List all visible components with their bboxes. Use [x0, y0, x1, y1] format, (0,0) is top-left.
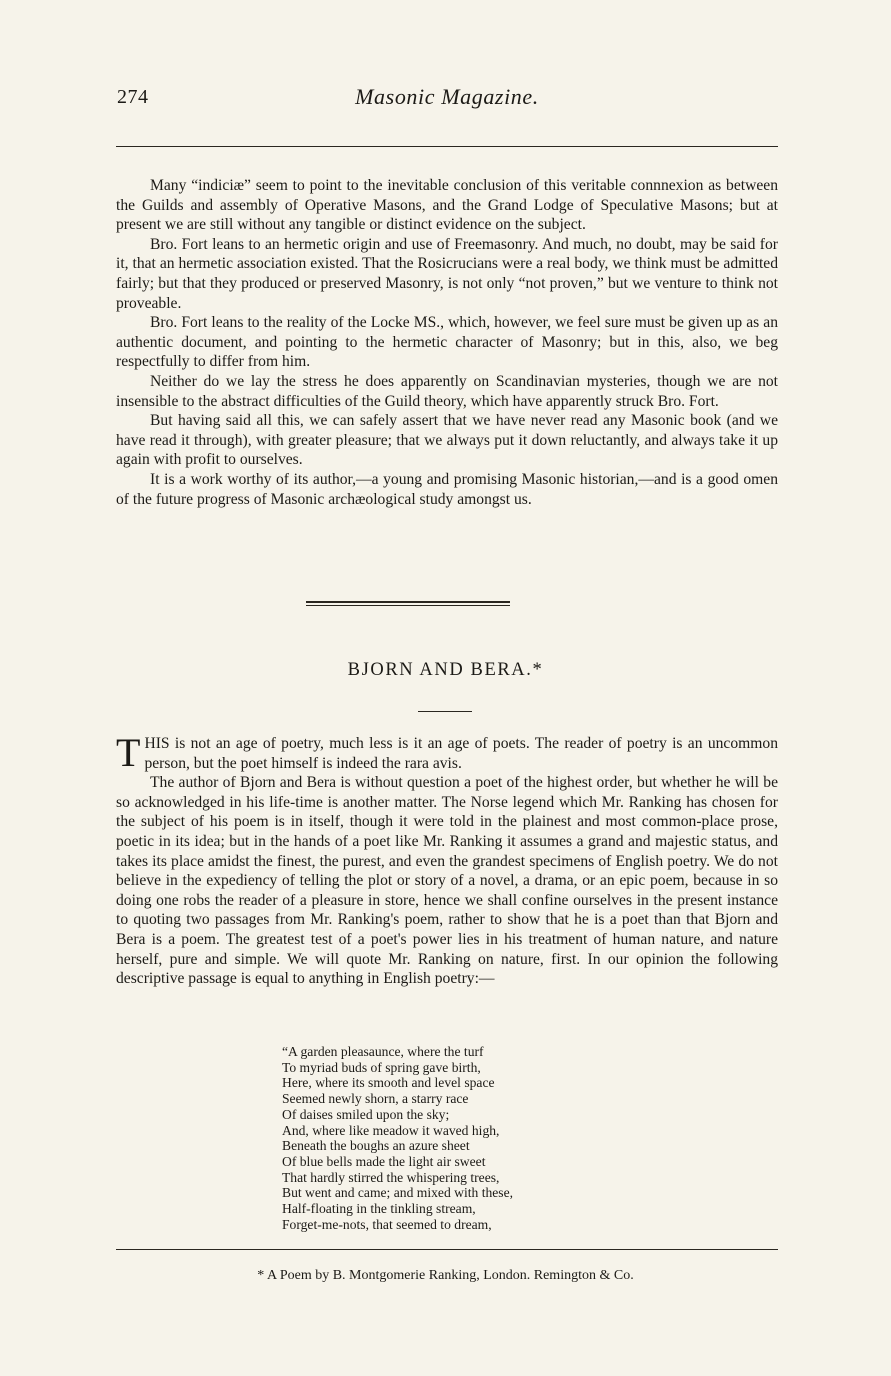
running-title: Masonic Magazine. [355, 84, 539, 109]
article-title: BJORN AND BERA.* [347, 660, 544, 680]
title-rule [418, 711, 472, 712]
poem-quote [282, 1044, 513, 1232]
poem-line: To myriad buds of spring gave birth, [282, 1059, 481, 1075]
poem-line: Half-floating in the tinkling stream, [282, 1201, 476, 1217]
paragraph: But having said all this, we can safely assert that we have never read any Masonic book (and we have read it through), with greater pleasure; that we always put it down reluctantly, and always take it up again with profit to ourselves. [116, 412, 778, 469]
section-separator [306, 601, 510, 606]
opening-paragraph [116, 730, 778, 775]
article-text [116, 730, 778, 989]
page-number: 274 [117, 86, 149, 108]
paragraph: Bro. Fort leans to an hermetic origin and use of Freemasonry. And much, no doubt, may be said for it, that an hermetic association existed. That the Rosicrucians were a real body, we think must be admitted fairly; but that they produced or preserved Masonry, is not only “not proven,” but we venture to think not proveable. [116, 235, 778, 312]
footnote-rule [116, 1249, 778, 1250]
poem-line: And, where like meadow it waved high, [282, 1122, 500, 1138]
opening-text: HIS is not an age of poetry, much less is it an age of poets. The reader of poetry is an uncommon person, but the poet himself is indeed the rara avis. [144, 735, 778, 772]
drop-cap: T [116, 730, 141, 775]
poem-line: “A garden pleasaunce, where the turf [282, 1044, 484, 1059]
intro-text [116, 176, 778, 509]
header-rule [116, 146, 778, 147]
paragraph: The author of Bjorn and Bera is without question a poet of the highest order, but whether he will be so acknowledged in his life-time is another matter. The Norse legend which Mr. Ranking has chosen for the subject of his poem is in itself, though it were told in the plainest and most common-place prose, poetic in its idea; but in the hands of a poet like Mr. Ranking it assumes a grand and majestic status, and takes its place amidst the finest, the purest, and even the grandest specimens of English poetry. We do not believe in the expediency of telling the plot or story of a novel, a drama, or an epic poem, because in so doing one robs the reader of a pleasure in store, hence we shall confine ourselves in the present instance to quoting two passages from Mr. Ranking's poem, rather to show that he is a poet than that Bjorn and Bera is a poem. The greatest test of a poet's power lies in his treatment of human nature, and nature herself, pure and simple. We will quote Mr. Ranking on nature, first. In our opinion the following descriptive passage is equal to anything in English poetry:— [116, 774, 778, 988]
poem-line: Forget-me-nots, that seemed to dream, [282, 1216, 492, 1232]
footnote: * A Poem by B. Montgomerie Ranking, London. Remington & Co. [257, 1268, 634, 1283]
page-header [117, 82, 777, 116]
poem-line: But went and came; and mixed with these, [282, 1185, 514, 1201]
paragraph: Many “indiciæ” seem to point to the inevitable conclusion of this veritable connnexion as between the Guilds and assembly of Operative Masons, and the Grand Lodge of Speculative Masons; but at present we are still without any tangible or distinct evidence on the subject. [116, 177, 778, 234]
poem-line: Beneath the boughs an azure sheet [282, 1138, 470, 1154]
poem-line: That hardly stirred the whispering trees, [282, 1169, 500, 1185]
poem-line: Of blue bells made the light air sweet [282, 1153, 486, 1169]
paragraph: It is a work worthy of its author,—a young and promising Masonic historian,—and is a good omen of the future progress of Masonic archæological study amongst us. [116, 470, 778, 508]
poem-line: Seemed newly shorn, a starry race [282, 1091, 469, 1107]
poem-line: Of daises smiled upon the sky; [282, 1106, 450, 1122]
poem-line: Here, where its smooth and level space [282, 1075, 495, 1091]
paragraph: Bro. Fort leans to the reality of the Locke MS., which, however, we feel sure must be given up as an authentic document, and pointing to the hermetic character of Masonry; but in this, also, we beg respectfully to differ from him. [116, 314, 778, 371]
paragraph: Neither do we lay the stress he does apparently on Scandinavian mysteries, though we are not insensible to the abstract difficulties of the Guild theory, which have apparently struck Bro. Fort. [116, 372, 778, 410]
